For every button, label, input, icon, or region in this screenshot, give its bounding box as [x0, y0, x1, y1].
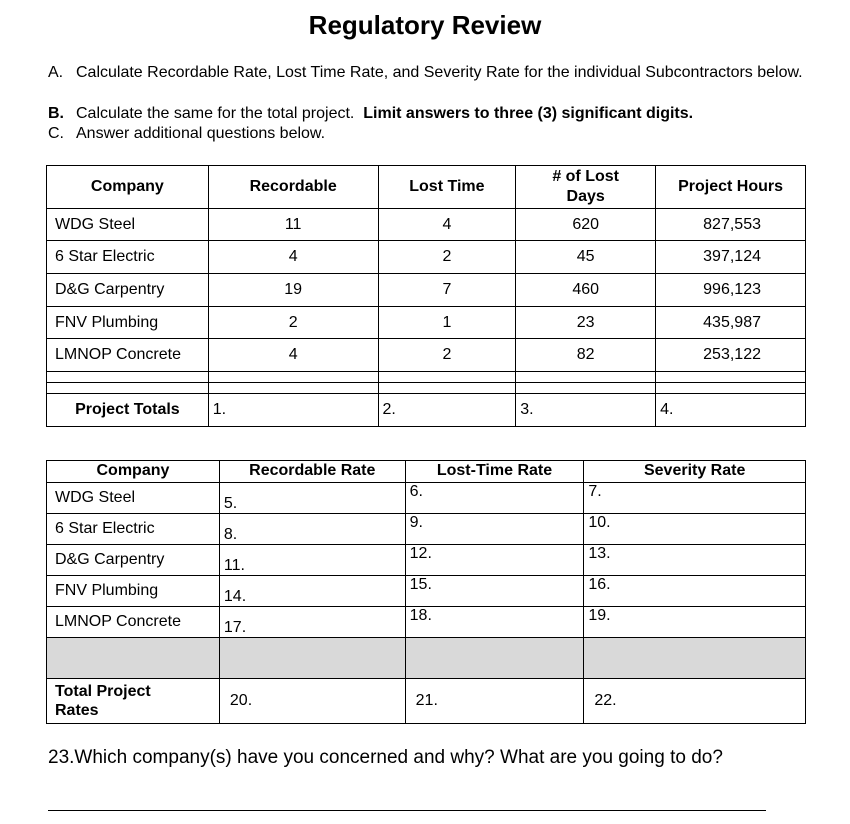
table-row: LMNOP Concrete 17. 18. 19.: [47, 607, 806, 638]
answer-field-15[interactable]: 15.: [405, 576, 584, 607]
answer-field-1[interactable]: 1.: [208, 394, 378, 427]
table-header-row: [47, 166, 806, 209]
answer-field-6[interactable]: 6.: [405, 483, 584, 514]
table-row: D&G Carpentry 11. 12. 13.: [47, 545, 806, 576]
answer-field-14[interactable]: 14.: [219, 576, 405, 607]
table-row: FNV Plumbing 14. 15. 16.: [47, 576, 806, 607]
answer-field-7[interactable]: 7.: [584, 483, 806, 514]
instruction-b: B. Calculate the same for the total project. Limit answers to three (3) significant digits.: [48, 105, 694, 122]
question-23: 23.Which company(s) have you concerned and why? What are you going to do?: [48, 747, 723, 768]
answer-field-12[interactable]: 12.: [405, 545, 584, 576]
col-lost-time: Lost Time: [378, 166, 516, 209]
answer-line[interactable]: [48, 810, 766, 811]
col-company: Company: [47, 166, 209, 209]
gray-separator-row: [47, 638, 806, 679]
answer-field-17[interactable]: 17.: [219, 607, 405, 638]
answer-field-22[interactable]: 22.: [584, 679, 806, 724]
blank-row: [47, 372, 806, 383]
table-row: WDG Steel 11 4 620 827,553: [47, 209, 806, 241]
answer-field-4[interactable]: 4.: [656, 394, 806, 427]
answer-field-16[interactable]: 16.: [584, 576, 806, 607]
table-row: 6 Star Electric 4 2 45 397,124: [47, 241, 806, 274]
project-totals-row: [47, 394, 806, 427]
table-row: FNV Plumbing 2 1 23 435,987: [47, 307, 806, 339]
col-company: Company: [47, 461, 220, 483]
instruction-a: A. Calculate Recordable Rate, Lost Time Rate, and Severity Rate for the individual Subcontractors below.: [48, 64, 803, 81]
answer-field-18[interactable]: 18.: [405, 607, 584, 638]
table-row: 6 Star Electric 8. 9. 10.: [47, 514, 806, 545]
table-row: LMNOP Concrete 4 2 82 253,122: [47, 339, 806, 372]
table-header-row: [47, 461, 806, 483]
answer-field-21[interactable]: 21.: [405, 679, 584, 724]
col-project-hours: Project Hours: [656, 166, 806, 209]
col-lost-time-rate: Lost-Time Rate: [405, 461, 584, 483]
answer-field-20[interactable]: 20.: [219, 679, 405, 724]
answer-field-8[interactable]: 8.: [219, 514, 405, 545]
total-project-rates-label: Total Project Rates: [47, 679, 220, 724]
col-lost-days: # of Lost Days: [516, 166, 656, 209]
blank-row: [47, 383, 806, 394]
project-totals-label: Project Totals: [47, 394, 209, 427]
page-title: Regulatory Review: [308, 10, 542, 40]
col-recordable-rate: Recordable Rate: [219, 461, 405, 483]
answer-field-19[interactable]: 19.: [584, 607, 806, 638]
table-row: WDG Steel 5. 6. 7.: [47, 483, 806, 514]
table-row: D&G Carpentry 19 7 460 996,123: [47, 274, 806, 307]
instruction-c: C. Answer additional questions below.: [48, 125, 326, 142]
answer-field-5[interactable]: 5.: [219, 483, 405, 514]
answer-field-13[interactable]: 13.: [584, 545, 806, 576]
col-severity-rate: Severity Rate: [584, 461, 806, 483]
answer-field-10[interactable]: 10.: [584, 514, 806, 545]
answer-field-3[interactable]: 3.: [516, 394, 656, 427]
answer-field-9[interactable]: 9.: [405, 514, 584, 545]
answer-field-11[interactable]: 11.: [219, 545, 405, 576]
col-recordable: Recordable: [208, 166, 378, 209]
answer-field-2[interactable]: 2.: [378, 394, 516, 427]
company-data-table: [46, 165, 806, 427]
rates-table: [46, 460, 806, 724]
total-project-rates-row: [47, 679, 806, 724]
